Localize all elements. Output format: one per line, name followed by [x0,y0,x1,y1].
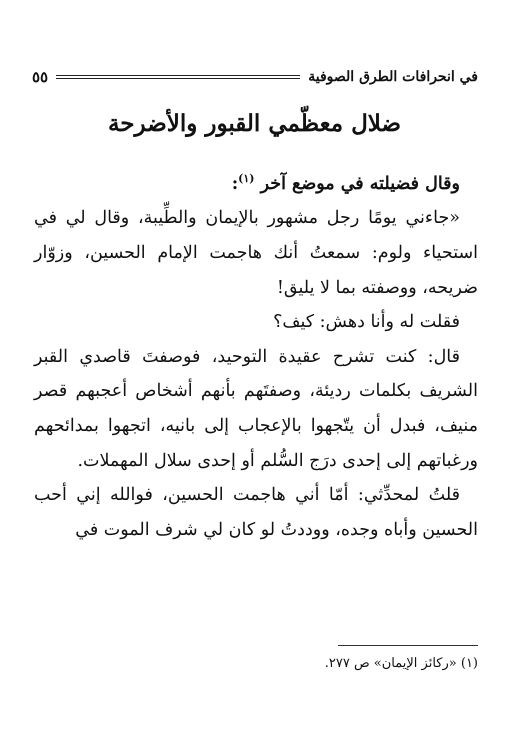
paragraph-response: قلتُ لمحدِّثي: أمّا أني هاجمت الحسين، فوالله إني أحب الحسين وأباه وجده، ووددتُ لو كان لي شرف الموت في [34,485,478,540]
intro-colon: : [231,173,239,194]
chapter-title: ضلال معظّمي القبور والأضرحة [107,110,402,137]
footnote: (١) «ركائز الإيمان» ص ٢٧٧. [324,656,478,671]
page-header [32,64,478,90]
intro-text: وقال فضيلته في موضع آخر [260,173,460,194]
running-title: في انحرافات الطرق الصوفية [308,69,478,85]
paragraph-reply: قال: كنت تشرح عقيدة التوحيد، فوصفتَ قاصدي القبر الشريف بكلمات رديئة، وصفتَهم بأنهم أشخاص أعجبهم قصر منيف، فبدل أن يتّجهوا بالإعجاب إلى بانيه، اتجهوا بمدائحهم ورغباتهم إلى إحدى درَج السُّلم أو إحدى سلال المهملات. [34,346,478,471]
paragraph-quote-start: «جاءني يومًا رجل مشهور بالإيمان والطِّيبة، وقال لي في استحياء ولوم: سمعتُ أنك هاجمت الإمام الحسين، وزوّار ضريحه، ووصفته بما لا يليق! [34,208,478,298]
body-text [34,162,478,547]
paragraph-question: فقلت له وأنا دهش: كيف؟ [273,312,460,333]
footnote-separator [338,645,478,646]
footnote-reference: (١) [238,172,255,185]
page-number: ٥٥ [32,68,49,86]
intro-line [34,162,478,201]
header-double-rule [56,75,300,79]
